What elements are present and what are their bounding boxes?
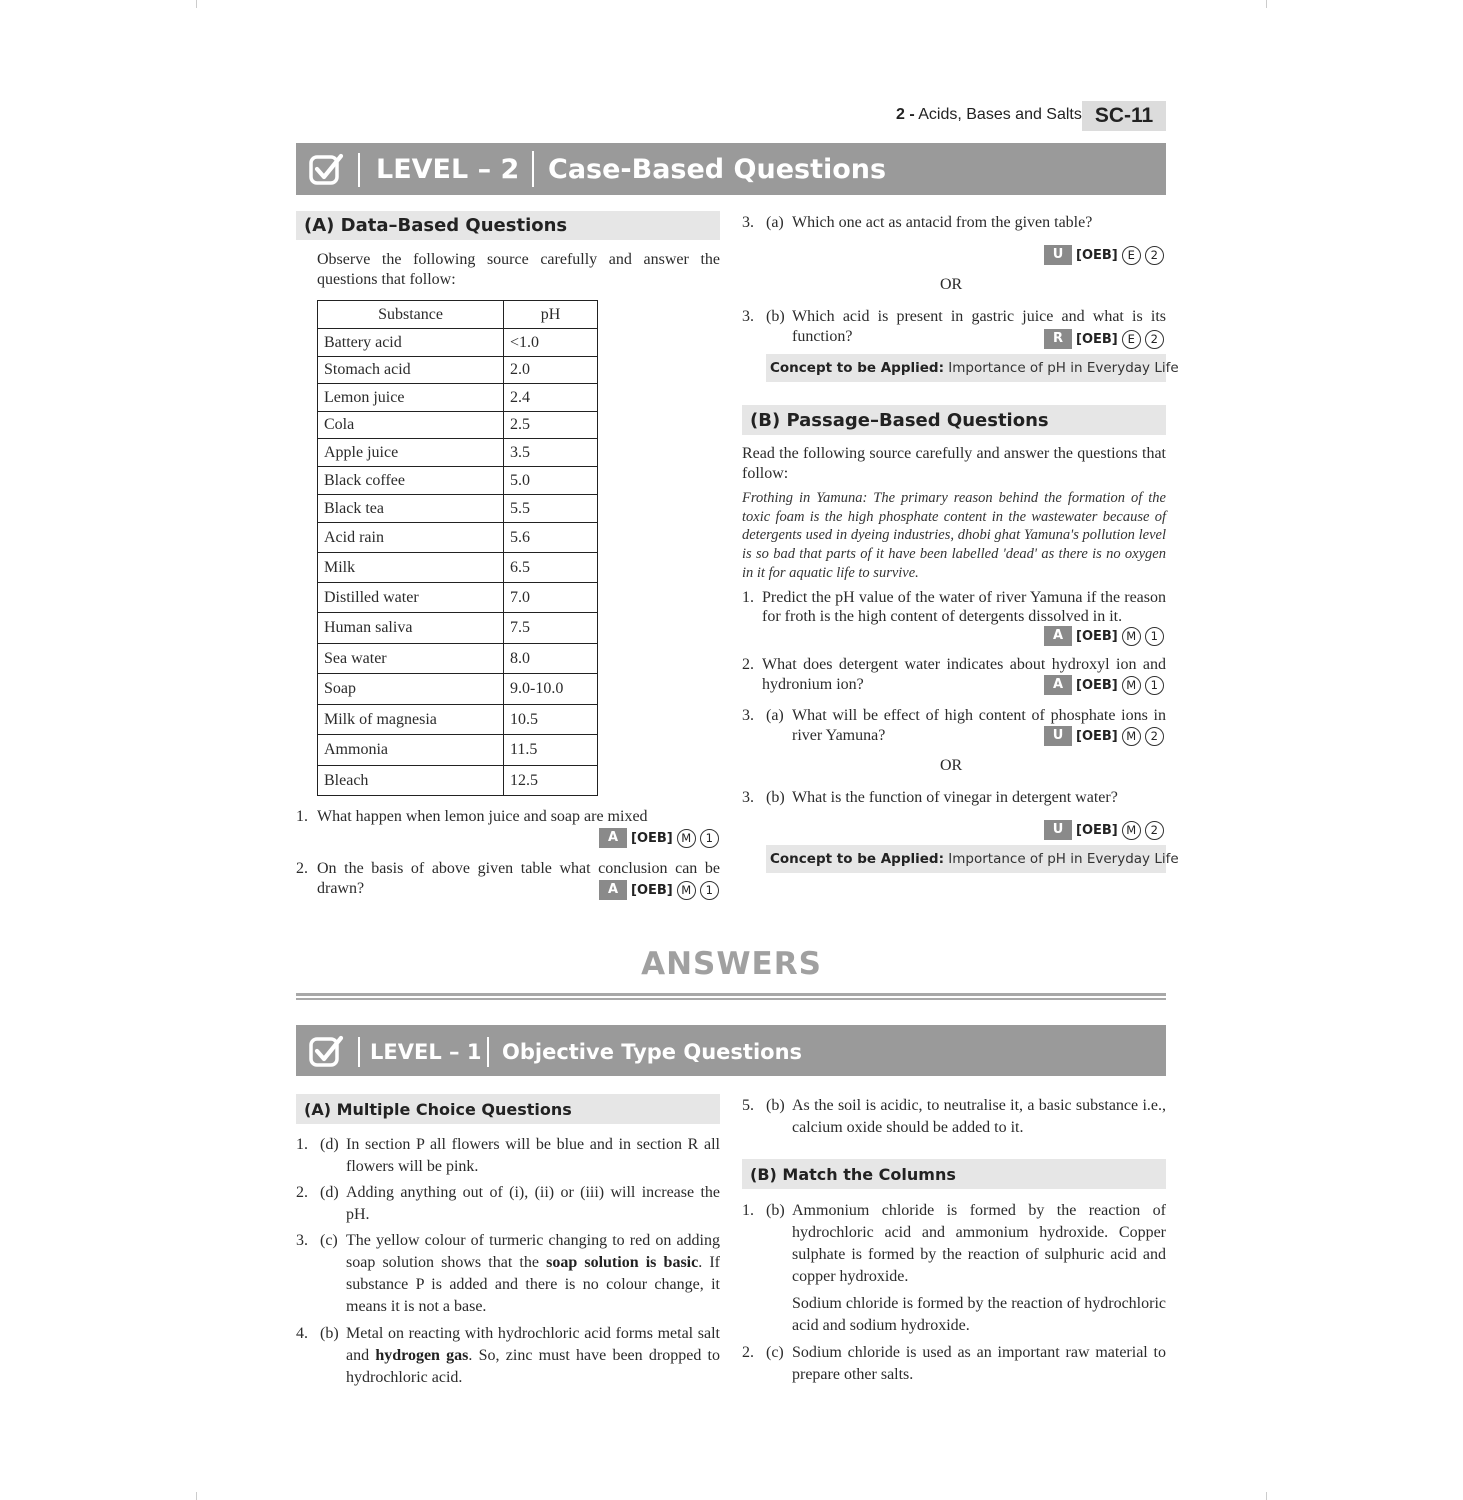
- column-header: Substance: [318, 301, 504, 329]
- table-cell: 2.0: [504, 357, 598, 384]
- table-cell: 11.5: [504, 735, 598, 766]
- answer-number: 1.: [296, 1136, 308, 1153]
- answer-number: 1.: [742, 1202, 754, 1219]
- question-number: 3.: [742, 214, 754, 231]
- question-badge: [599, 828, 719, 848]
- question-number: 3.: [742, 789, 754, 806]
- table-row: [318, 766, 598, 796]
- answer-number: 5.: [742, 1097, 754, 1114]
- answer-option: (c): [320, 1232, 338, 1249]
- answer-text: As the soil is acidic, to neutralise it, a basic substance i.e., calcium oxide should be added to it.: [792, 1097, 1166, 1136]
- answers-rule: [296, 993, 1166, 996]
- question-number: 2.: [296, 860, 308, 877]
- answer-text: Sodium chloride is formed by the reaction of hydrochloric acid and sodium hydroxide.: [792, 1295, 1166, 1334]
- oeb-tag: [OEB]: [1076, 628, 1118, 644]
- level-2-banner: [296, 143, 1166, 195]
- divider: [358, 1037, 360, 1067]
- table-cell: 8.0: [504, 644, 598, 674]
- chapter-label: 2 - Acids, Bases and Salts: [896, 106, 1082, 123]
- table-cell: Black coffee: [318, 467, 504, 495]
- marks-badge: 1: [1145, 676, 1164, 695]
- answer-number: 3.: [296, 1232, 308, 1249]
- table-cell: 9.0-10.0: [504, 674, 598, 705]
- difficulty-badge: E: [1122, 330, 1141, 349]
- oeb-tag: [OEB]: [1076, 728, 1118, 744]
- table-cell: 3.5: [504, 439, 598, 467]
- level-label: LEVEL – 1: [370, 1040, 482, 1064]
- question-text: On the basis of above given table what conclusion can be drawn?: [317, 860, 720, 897]
- table-row: [318, 495, 598, 523]
- question-badge: [1044, 675, 1164, 695]
- answer-number: 2.: [742, 1344, 754, 1361]
- answer-option: (d): [320, 1184, 339, 1201]
- ph-table: [317, 300, 598, 796]
- mcq-heading: (A) Multiple Choice Questions: [296, 1094, 720, 1124]
- section-b-heading: (B) Passage–Based Questions: [742, 405, 1166, 435]
- answer-text: Metal on reacting with hydrochloric acid forms metal salt and hydrogen gas. So, zinc must have been dropped to hydrochloric acid.: [346, 1325, 720, 1386]
- table-header-row: [318, 301, 598, 329]
- table-row: [318, 613, 598, 644]
- checkbox-icon: [308, 152, 344, 188]
- table-cell: 12.5: [504, 766, 598, 796]
- difficulty-badge: M: [1122, 821, 1141, 840]
- page-number: SC-11: [1082, 101, 1166, 131]
- table-cell: <1.0: [504, 329, 598, 357]
- cognitive-level: A: [599, 828, 627, 848]
- crop-mark: [196, 0, 197, 8]
- question-badge: [1044, 245, 1164, 265]
- answer-option: (d): [320, 1136, 339, 1153]
- marks-badge: 2: [1145, 821, 1164, 840]
- crop-mark: [1266, 1492, 1267, 1500]
- crop-mark: [1266, 0, 1267, 8]
- answer-option: (b): [766, 1202, 785, 1219]
- marks-badge: 2: [1145, 330, 1164, 349]
- table-cell: 7.5: [504, 613, 598, 644]
- table-row: [318, 467, 598, 495]
- difficulty-badge: E: [1122, 246, 1141, 265]
- table-cell: Human saliva: [318, 613, 504, 644]
- table-cell: Black tea: [318, 495, 504, 523]
- difficulty-badge: M: [677, 881, 696, 900]
- table-row: [318, 735, 598, 766]
- concept-box: [766, 354, 1179, 382]
- answer-number: 2.: [296, 1184, 308, 1201]
- table-cell: 2.4: [504, 384, 598, 412]
- question-badge: [599, 880, 719, 900]
- table-row: [318, 357, 598, 384]
- question-text: What happen when lemon juice and soap are mixed: [317, 808, 648, 825]
- concept-text: Importance of pH in Everyday Life: [948, 851, 1179, 867]
- concept-box: [766, 845, 1179, 873]
- level-label: LEVEL – 2: [376, 154, 520, 185]
- answer-option: (c): [766, 1344, 784, 1361]
- table-row: [318, 583, 598, 613]
- level-1-banner: [296, 1025, 1166, 1076]
- marks-badge: 1: [700, 829, 719, 848]
- question-number: 1.: [296, 808, 308, 825]
- answer-option: (b): [766, 1097, 785, 1114]
- answers-rule: [296, 998, 1166, 1000]
- cognitive-level: R: [1044, 329, 1072, 349]
- question-part: (a): [766, 214, 784, 231]
- concept-text: Importance of pH in Everyday Life: [948, 360, 1179, 376]
- marks-badge: 1: [1145, 627, 1164, 646]
- table-row: [318, 705, 598, 735]
- table-row: [318, 329, 598, 357]
- difficulty-badge: M: [1122, 627, 1141, 646]
- table-cell: Battery acid: [318, 329, 504, 357]
- difficulty-badge: M: [1122, 727, 1141, 746]
- answer-text: Adding anything out of (i), (ii) or (iii) will increase the pH.: [346, 1184, 720, 1223]
- oeb-tag: [OEB]: [1076, 331, 1118, 347]
- question-number: 1.: [742, 589, 754, 606]
- divider: [358, 153, 360, 187]
- oeb-tag: [OEB]: [1076, 677, 1118, 693]
- section-a-intro: Observe the following source carefully and answer the questions that follow:: [317, 251, 720, 288]
- question-number: 3.: [742, 707, 754, 724]
- question-text: What does detergent water indicates about hydroxyl ion and hydronium ion?: [762, 656, 1166, 693]
- question-badge: [1044, 329, 1164, 349]
- table-row: [318, 523, 598, 553]
- marks-badge: 2: [1145, 727, 1164, 746]
- oeb-tag: [OEB]: [1076, 822, 1118, 838]
- table-row: [318, 553, 598, 583]
- question-text: Which one act as antacid from the given table?: [792, 214, 1093, 231]
- or-separator: OR: [940, 757, 963, 774]
- table-cell: Milk of magnesia: [318, 705, 504, 735]
- cognitive-level: A: [1044, 675, 1072, 695]
- cognitive-level: U: [1044, 245, 1072, 265]
- table-cell: Cola: [318, 412, 504, 439]
- divider: [487, 1037, 489, 1067]
- section-b-intro: Read the following source carefully and answer the questions that follow:: [742, 445, 1166, 482]
- cognitive-level: U: [1044, 820, 1072, 840]
- oeb-tag: [OEB]: [1076, 247, 1118, 263]
- answer-text: Ammonium chloride is formed by the reaction of hydrochloric acid and ammonium hydroxide. Copper sulphate is formed by the reaction of sulphuric acid and copper hydroxide.: [792, 1202, 1166, 1285]
- table-cell: Bleach: [318, 766, 504, 796]
- cognitive-level: A: [599, 880, 627, 900]
- table-row: [318, 412, 598, 439]
- checkbox-icon: [308, 1034, 344, 1070]
- question-part: (a): [766, 707, 784, 724]
- table-cell: Ammonia: [318, 735, 504, 766]
- concept-label: Concept to be Applied:: [770, 360, 944, 376]
- question-part: (b): [766, 308, 785, 325]
- question-badge: [1044, 726, 1164, 746]
- table-row: [318, 674, 598, 705]
- table-cell: 7.0: [504, 583, 598, 613]
- answer-option: (b): [320, 1325, 339, 1342]
- table-row: [318, 644, 598, 674]
- concept-label: Concept to be Applied:: [770, 851, 944, 867]
- difficulty-badge: M: [677, 829, 696, 848]
- answer-number: 4.: [296, 1325, 308, 1342]
- question-text: What is the function of vinegar in detergent water?: [792, 789, 1118, 806]
- oeb-tag: [OEB]: [631, 882, 673, 898]
- table-cell: Sea water: [318, 644, 504, 674]
- crop-mark: [196, 1492, 197, 1500]
- match-heading: (B) Match the Columns: [742, 1159, 1166, 1189]
- marks-badge: 2: [1145, 246, 1164, 265]
- table-cell: Soap: [318, 674, 504, 705]
- oeb-tag: [OEB]: [631, 830, 673, 846]
- question-badge: [1044, 626, 1164, 646]
- table-cell: Distilled water: [318, 583, 504, 613]
- level-title: Objective Type Questions: [502, 1040, 803, 1064]
- answer-text: The yellow colour of turmeric changing to red on adding soap solution shows that the soap solution is basic. If substance P is added and there is no colour change, it means it is not a base.: [346, 1232, 721, 1315]
- table-cell: 6.5: [504, 553, 598, 583]
- answer-text: In section P all flowers will be blue and in section R all flowers will be pink.: [346, 1136, 720, 1175]
- section-a-heading: (A) Data–Based Questions: [296, 211, 720, 240]
- table-cell: Milk: [318, 553, 504, 583]
- table-cell: Acid rain: [318, 523, 504, 553]
- difficulty-badge: M: [1122, 676, 1141, 695]
- cognitive-level: U: [1044, 726, 1072, 746]
- running-header: [896, 101, 1166, 131]
- marks-badge: 1: [700, 881, 719, 900]
- passage-text: Frothing in Yamuna: The primary reason behind the formation of the toxic foam is the high phosphate content in the wastewater because of detergents used in dyeing industries, dhobi ghat Yamuna's pollution level is so bad that parts of it have been labelled 'dead' as there is no oxygen in it for aquatic life to survive.: [742, 490, 1166, 581]
- question-badge: [1044, 820, 1164, 840]
- table-row: [318, 384, 598, 412]
- question-text: Which acid is present in gastric juice and what is its function?: [792, 308, 1166, 345]
- question-number: 3.: [742, 308, 754, 325]
- question-text: Predict the pH value of the water of river Yamuna if the reason for froth is the high content of detergents dissolved in it.: [762, 589, 1166, 625]
- question-number: 2.: [742, 656, 754, 673]
- table-cell: 5.6: [504, 523, 598, 553]
- divider: [532, 151, 534, 187]
- table-cell: 10.5: [504, 705, 598, 735]
- answers-heading: ANSWERS: [641, 946, 822, 982]
- table-row: [318, 439, 598, 467]
- table-cell: Stomach acid: [318, 357, 504, 384]
- level-title: Case-Based Questions: [548, 154, 887, 185]
- table-cell: 5.0: [504, 467, 598, 495]
- question-part: (b): [766, 789, 785, 806]
- answer-text: Sodium chloride is used as an important raw material to prepare other salts.: [792, 1344, 1166, 1383]
- table-cell: 2.5: [504, 412, 598, 439]
- table-cell: Apple juice: [318, 439, 504, 467]
- column-header: pH: [504, 301, 598, 329]
- table-cell: 5.5: [504, 495, 598, 523]
- cognitive-level: A: [1044, 626, 1072, 646]
- or-separator: OR: [940, 276, 963, 293]
- table-cell: Lemon juice: [318, 384, 504, 412]
- question-text: What will be effect of high content of phosphate ions in river Yamuna?: [792, 707, 1166, 744]
